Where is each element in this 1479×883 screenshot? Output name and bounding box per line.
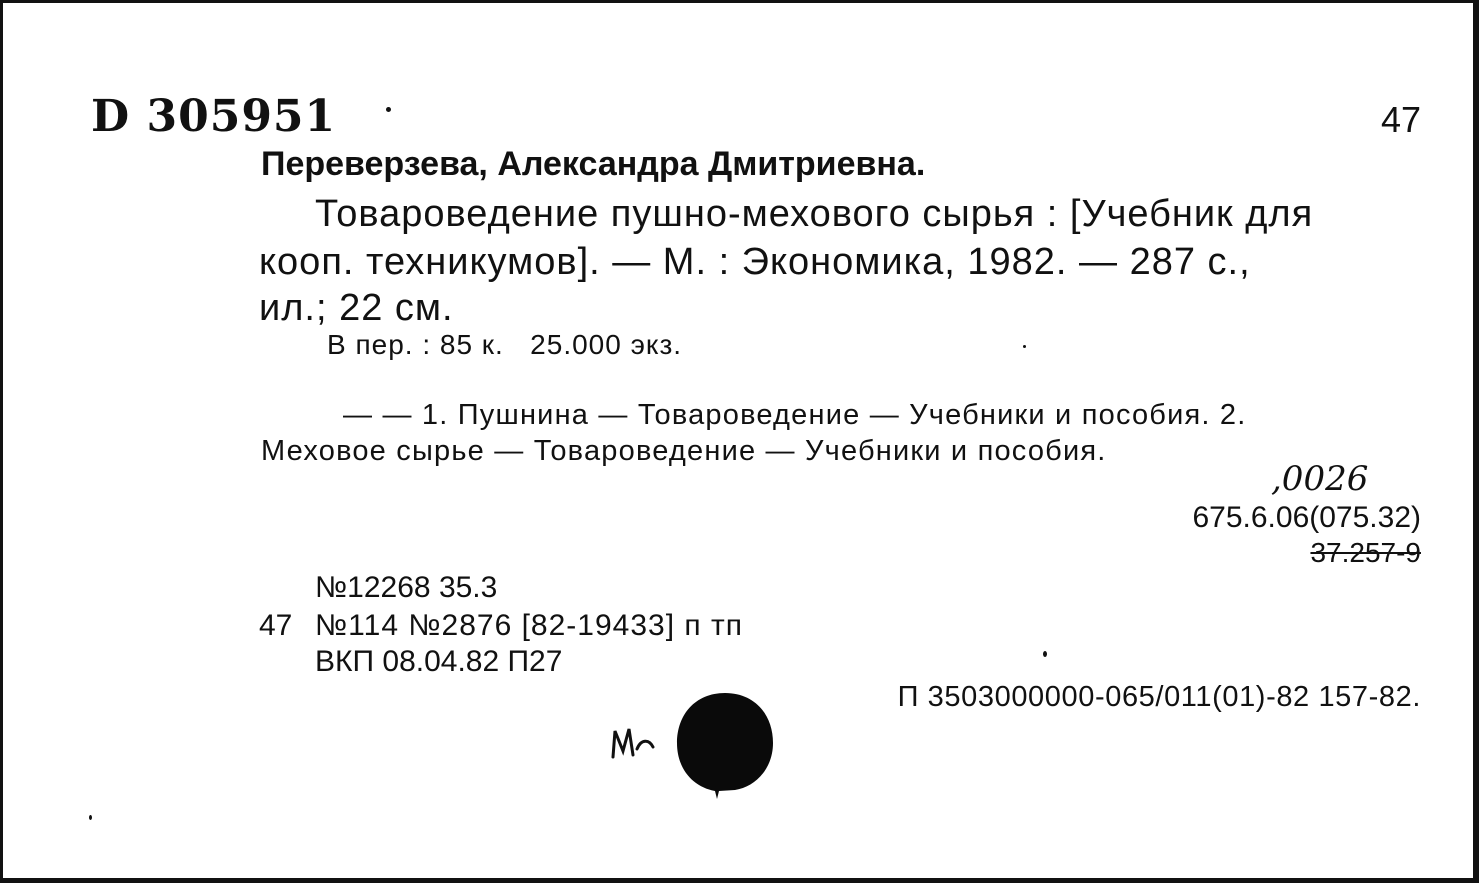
handwritten-code: ,0026 bbox=[1271, 459, 1369, 499]
registry-line-2: №114 №2876 [82-19433] п тп bbox=[315, 609, 743, 642]
ink-blot bbox=[673, 691, 779, 801]
inventory-number: D 305951 bbox=[91, 91, 337, 142]
subjects-line-1: — — 1. Пушнина — Товароведение — Учебники и пособия. 2. bbox=[343, 399, 1247, 431]
ink-speck bbox=[386, 107, 391, 112]
udc-class: 675.6.06(075.32) bbox=[1192, 501, 1421, 534]
title-line-1: Товароведение пушно-мехового сырья : [Учебник для bbox=[315, 193, 1314, 235]
subjects-line-2: Меховое сырье — Товароведение — Учебники и пособия. bbox=[261, 435, 1107, 467]
card-number: 47 bbox=[1380, 99, 1421, 140]
title-line-3: ил.; 22 см. bbox=[259, 287, 454, 329]
ink-speck bbox=[1023, 345, 1026, 348]
bbk-class-crossed: 37.257-9 bbox=[1310, 537, 1421, 568]
registry-line-2-prefix: 47 bbox=[259, 609, 293, 642]
author-heading: Переверзева, Александра Дмитриевна. bbox=[261, 145, 926, 183]
registry-line-1: №12268 35.3 bbox=[315, 571, 498, 604]
ink-speck bbox=[1043, 651, 1047, 657]
imprint-code: П 3503000000-065/011(01)-82 157-82. bbox=[897, 681, 1421, 713]
ink-speck bbox=[89, 815, 92, 820]
registry-line-3: ВКП 08.04.82 П27 bbox=[315, 645, 563, 678]
price-line: В пер. : 85 к. 25.000 экз. bbox=[327, 329, 683, 360]
title-line-2: кооп. техникумов]. — М. : Экономика, 1982. — 287 с., bbox=[259, 241, 1251, 283]
handwritten-initials bbox=[609, 721, 659, 761]
